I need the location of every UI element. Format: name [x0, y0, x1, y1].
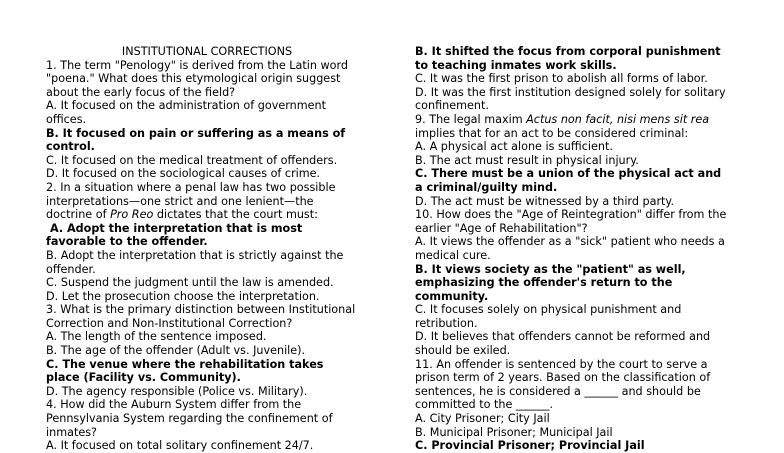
text-line: to teaching inmates work skills. [415, 58, 617, 72]
text-line: place (Facility vs. Community). [46, 371, 241, 385]
text-line: offender. [46, 262, 96, 276]
text-line: interpretations—one strict and one lenient—the [46, 194, 314, 208]
text-span: dictates that the court must: [153, 208, 318, 222]
text-line: control. [46, 140, 95, 154]
right-column [415, 45, 745, 453]
text-line: B. Adopt the interpretation that is strictly against the [46, 248, 344, 262]
text-line: Pennsylvania System regarding the confinement of [46, 412, 333, 426]
text-line: community. [415, 289, 489, 303]
text-line: earlier "Age of Rehabilitation"? [415, 221, 588, 235]
text-line: B. The act must result in physical injury. [415, 153, 639, 167]
text-line [46, 208, 368, 222]
text-span: doctrine of [46, 208, 111, 222]
text-line [415, 113, 745, 127]
text-line: B. Municipal Prisoner; Municipal Jail [415, 425, 613, 439]
text-line: 11. An offender is sentenced by the court to serve a [415, 357, 708, 371]
text-line: inmates? [46, 425, 97, 439]
text-line: medical cure. [415, 248, 491, 262]
text-line: D. The agency responsible (Police vs. Military). [46, 384, 308, 398]
text-line: C. The venue where the rehabilitation takes [46, 357, 324, 371]
text-line: a criminal/guilty mind. [415, 180, 558, 194]
text-line: D. The act must be witnessed by a third party. [415, 194, 675, 208]
text-line: favorable to the offender. [46, 235, 208, 249]
text-line: A. It focused on total solitary confinement 24/7. [46, 439, 314, 453]
text-line: A. City Prisoner; City Jail [415, 412, 550, 426]
text-line: implies that for an act to be considered criminal: [415, 126, 689, 140]
italic-term: Pro Reo [110, 208, 154, 222]
text-line: committed to the ______. [415, 398, 554, 412]
text-line: C. Suspend the judgment until the law is amended. [46, 276, 334, 290]
text-line: prison term of 2 years. Based on the classification of [415, 371, 711, 385]
text-line: sentences, he is considered a ______ and should be [415, 384, 701, 398]
text-line: A. A physical act alone is sufficient. [415, 140, 613, 154]
text-line: C. It was the first prison to abolish all forms of labor. [415, 72, 708, 86]
text-line: B. It views society as the "patient" as well, [415, 262, 686, 276]
text-line: B. The age of the offender (Adult vs. Juvenile). [46, 344, 306, 358]
text-line: about the early focus of the field? [46, 85, 236, 99]
text-line: A. It views the offender as a "sick" patient who needs a [415, 235, 725, 249]
text-line: A. It focused on the administration of government [46, 99, 326, 113]
text-line: A. The length of the sentence imposed. [46, 330, 267, 344]
text-line: offices. [46, 112, 87, 126]
text-line: confinement. [415, 99, 489, 113]
text-line: C. There must be a union of the physical act and [415, 167, 722, 181]
text-line: C. Provincial Prisoner; Provincial Jail [415, 439, 645, 453]
italic-term: Actus non facit, nisi mens sit rea [526, 112, 710, 126]
text-line: B. It focused on pain or suffering as a means of [46, 126, 346, 140]
text-line: D. It focused on the sociological causes of crime. [46, 167, 321, 181]
text-line: A. Adopt the interpretation that is most [50, 221, 303, 235]
left-column [46, 45, 368, 453]
text-line: D. Let the prosecution choose the interpretation. [46, 289, 320, 303]
text-line: Correction and Non-Institutional Correction? [46, 316, 293, 330]
document-title: INSTITUTIONAL CORRECTIONS [121, 45, 293, 58]
text-line: 1. The term "Penology" is derived from the Latin word [46, 58, 348, 72]
text-line: 10. How does the "Age of Reintegration" differ from the [415, 208, 727, 222]
text-line: 3. What is the primary distinction between Institutional [46, 303, 356, 317]
text-line: should be exiled. [415, 344, 511, 358]
text-line: 2. In a situation where a penal law has two possible [46, 180, 336, 194]
text-line: D. It believes that offenders cannot be reformed and [415, 330, 711, 344]
text-line: D. It was the first institution designed solely for solitary [415, 85, 726, 99]
text-line: retribution. [415, 316, 478, 330]
text-line: "poena." What does this etymological origin suggest [46, 72, 341, 86]
text-line: B. It shifted the focus from corporal punishment [415, 45, 721, 58]
text-line: C. It focused on the medical treatment of offenders. [46, 153, 338, 167]
text-span: 9. The legal maxim [415, 112, 527, 126]
text-line: C. It focuses solely on physical punishment and [415, 303, 682, 317]
text-line: emphasizing the offender's return to the [415, 276, 673, 290]
text-line: 4. How did the Auburn System differ from the [46, 398, 302, 412]
